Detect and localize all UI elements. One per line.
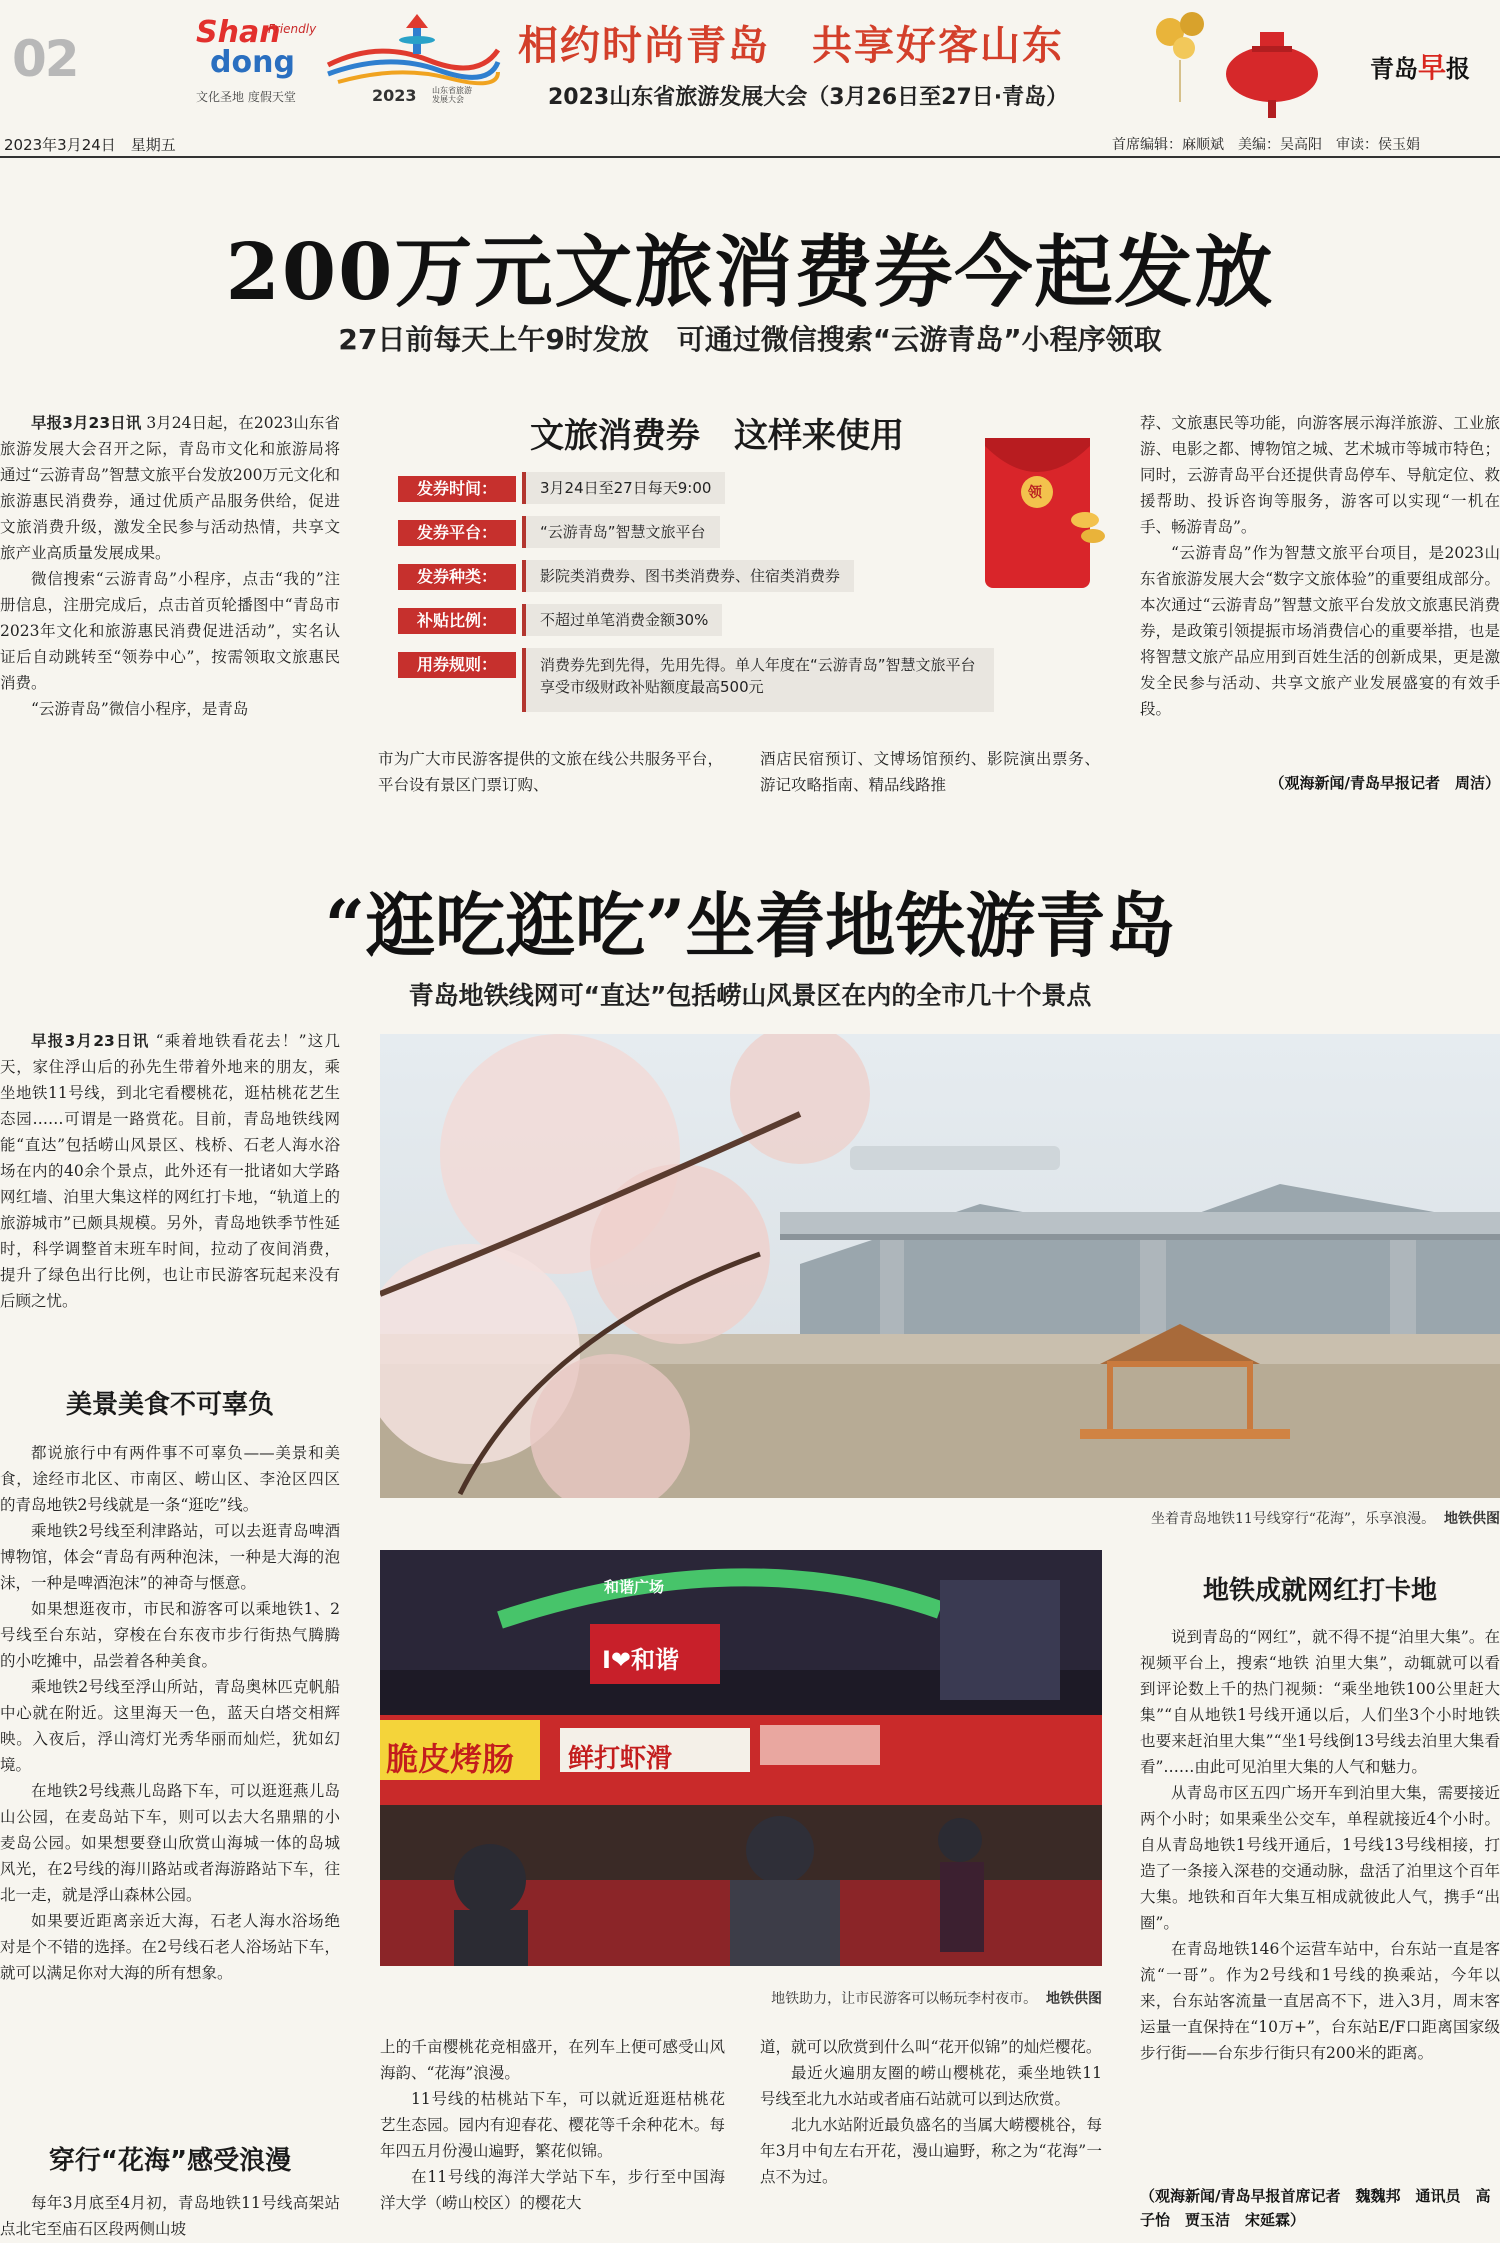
- banner-subtitle: 2023山东省旅游发展大会（3月26日至27日·青岛）: [548, 85, 1069, 110]
- article2-section1: [0, 1440, 340, 2120]
- metro-blossom-photo: [380, 1034, 1500, 1498]
- market-sign-shrimp: 鲜打虾滑: [568, 1744, 673, 1774]
- coupon-value: 不超过单笔消费金额30%: [522, 604, 722, 636]
- conference-year: 2023: [372, 86, 417, 105]
- article2-intro-text: “乘着地铁看花去！”这几天，家住浮山后的孙先生带着外地来的朋友，乘坐地铁11号线，到北宅看樱桃花，逛枯桃花艺生态园……可谓是一路赏花。目前，青岛地铁线网能“直达”包括崂山风景区、栈桥、石老人海水浴场在内的40余个景点，此外还有一批诸如大学路网红墙、泊里大集这样的网红打卡地，“轨道上的旅游城市”已颇具规模。另外，青岛地铁季节性延时，科学调整首末班车时间，拉动了夜间消费，提升了绿色出行比例，也让市民游客玩起来没有后顾之忧。: [0, 1032, 340, 1310]
- article2-credit: （观海新闻/青岛早报首席记者 魏魏邦 通讯员 高子怡 贾玉洁 宋延霖）: [1140, 2187, 1491, 2229]
- article1-p1: 3月24日起，在2023山东省旅游发展大会召开之际，青岛市文化和旅游局将通过“云游青岛”智慧文旅平台发放200万元文化和旅游惠民消费券，通过优质产品服务供给，促进文旅消费升级，激发全民参与活动热情，共享文旅产业高质量发展成果。: [0, 414, 340, 562]
- section3-p3: 在青岛地铁146个运营车站中，台东站一直是客流“一哥”。作为2号线和1号线的换乘站，今年以来，台东站客流量一直居高不下，进入3月，周末客运量一直保持在“10万+”，台东站E/F口距离国家级步行街——台东步行街只有200米的距离。: [1140, 1940, 1500, 2062]
- photo1-credit: 地铁供图: [1444, 1511, 1500, 1527]
- balloons-lantern-icon: [1140, 2, 1360, 122]
- article1-headline: 200万元文旅消费券今起发放: [225, 227, 1275, 318]
- paper-name-b: 早: [1418, 51, 1447, 84]
- section1-p1: 都说旅行中有两件事不可辜负——美景和美食，途经市北区、市南区、崂山区、李沧区四区的青岛地铁2号线就是一条“逛吃”线。: [0, 1444, 340, 1514]
- logo-slogan: 文化圣地 度假天堂: [196, 90, 296, 104]
- envelope-label: 领: [1028, 485, 1042, 501]
- section-title-food: 美景美食不可辜负: [65, 1390, 274, 1420]
- coupon-value: 3月24日至27日每天9:00: [522, 472, 725, 504]
- article1-col2-text: 市为广大市民游客提供的文旅在线公共服务平台，平台设有景区门票订购、: [378, 750, 723, 794]
- mid2-p2: 最近火遍朋友圈的崂山樱桃花，乘坐地铁11号线至北九水站或者庙石站就可以到达欣赏。: [760, 2064, 1102, 2108]
- paper-name-c: 报: [1446, 55, 1471, 83]
- coupon-tag: 补贴比例：: [398, 608, 516, 634]
- logo-friendly: Friendly: [268, 22, 317, 36]
- article1-p2: 微信搜索“云游青岛”小程序，点击“我的”注册信息，注册完成后，点击首页轮播图中“青岛市2023年文化和旅游惠民消费促进活动”，实名认证后自动跳转至“领券中心”，按需领取文旅惠民消费。: [0, 570, 340, 692]
- coupon-value: 影院类消费券、图书类消费券、住宿类消费券: [522, 560, 854, 592]
- conference-logo-icon: [318, 10, 504, 90]
- header-divider: [0, 156, 1500, 158]
- section1-p2: 乘地铁2号线至利津路站，可以去逛青岛啤酒博物馆，体会“青岛有两种泡沫，一种是大海的泡沫，一种是啤酒泡沫”的神奇与惬意。: [0, 1522, 340, 1592]
- section1-p3: 如果想逛夜市，市民和游客可以乘地铁1、2号线至台东站，穿梭在台东夜市步行街热气腾腾的小吃摊中，品尝着各种美食。: [0, 1600, 340, 1670]
- market-sign-sausage: 脆皮烤肠: [386, 1740, 515, 1778]
- article1-col4-p2: “云游青岛”作为智慧文旅平台项目，是2023山东省旅游发展大会“数字文旅体验”的重要组成部分。本次通过“云游青岛”智慧文旅平台发放文旅惠民消费券，是政策引领提振市场消费信心的重要举措，也是将智慧文旅产品应用到百姓生活的创新成果，更是激发全民参与活动、共享文旅产业发展盛宴的有效手段。: [1140, 544, 1500, 718]
- market-sign-name: 和谐广场: [604, 1578, 665, 1596]
- article2-mid-column1: [380, 2034, 725, 2243]
- section2-p1: 每年3月底至4月初，青岛地铁11号线高架站点北宅至庙石区段两侧山坡: [0, 2194, 340, 2238]
- article1-col4-p1: 荐、文旅惠民等功能，向游客展示海洋旅游、工业旅游、电影之都、博物馆之城、艺术城市等城市特色；同时，云游青岛平台还提供青岛停车、导航定位、救援帮助、投诉咨询等服务，游客可以实现“一机在手、畅游青岛”。: [1140, 414, 1500, 536]
- section1-p4: 乘地铁2号线至浮山所站，青岛奥林匹克帆船中心就在附近。这里海天一色，蓝天白塔交相辉映。入夜后，浮山湾灯光秀华丽而灿烂，犹如幻境。: [0, 1678, 340, 1774]
- article1-subhead: 27日前每天上午9时发放 可通过微信搜索“云游青岛”小程序领取: [338, 323, 1162, 356]
- section3-p2: 从青岛市区五四广场开车到泊里大集，需要接近两个小时；如果乘坐公交车，单程就接近4个小时。自从青岛地铁1号线开通后，1号线13号线相接，打造了一条接入深巷的交通动脉，盘活了泊里这个百年大集。地铁和百年大集互相成就彼此人气，携手“出圈”。: [1140, 1784, 1500, 1932]
- article2-section3: [1140, 1624, 1500, 2174]
- coupon-tag: 发券种类：: [398, 564, 516, 590]
- coupon-tag: 用券规则：: [398, 652, 516, 678]
- article2-intro: [0, 1028, 340, 1368]
- section-title-flowers: 穿行“花海”感受浪漫: [48, 2146, 292, 2176]
- mid1-p3: 在11号线的海洋大学站下车，步行至中国海洋大学（崂山校区）的樱花大: [380, 2168, 725, 2212]
- coupon-box-title: 文旅消费券 这样来使用: [530, 416, 904, 456]
- article1-column1: [0, 410, 340, 800]
- section3-p1: 说到青岛的“网红”，就不得不提“泊里大集”。在视频平台上，搜索“地铁 泊里大集”，动辄就可以看到评论数上千的热门视频：“乘坐地铁100公里赶大集”“自从地铁1号线开通以后，人们坐3个小时地铁也要来赶泊里大集”“坐1号线倒13号线去泊里大集看看”……由此可见泊里大集的人气和魅力。: [1140, 1628, 1500, 1776]
- conference-mark-text: 山东省旅游发展大会: [432, 86, 472, 104]
- logo-line2: dong: [210, 45, 295, 80]
- photo2-caption-text: 地铁助力，让市民游客可以畅玩李村夜市。: [771, 1991, 1038, 2007]
- coupon-value: 消费券先到先得，先用先得。单人年度在“云游青岛”智慧文旅平台享受市级财政补贴额度最高500元: [522, 648, 994, 712]
- article1-column3: [760, 746, 1100, 800]
- section1-p5: 在地铁2号线燕儿岛路下车，可以逛逛燕儿岛山公园，在麦岛站下车，则可以去大名鼎鼎的小麦岛公园。如果想要登山欣赏山海城一体的岛城风光，在2号线的海川路站或者海游路站下车，往北一走，就是浮山森林公园。: [0, 1782, 340, 1904]
- page-number: 02: [12, 30, 78, 88]
- newspaper-name: [1370, 46, 1470, 86]
- article1-credit: （观海新闻/青岛早报记者 周洁）: [1269, 774, 1500, 792]
- mid1-text: 上的千亩樱桃花竞相盛开，在列车上便可感受山风海韵、“花海”浪漫。: [380, 2038, 725, 2082]
- article2-lead: 早报3月23日讯: [31, 1032, 150, 1050]
- article2-subhead: 青岛地铁线网可“直达”包括崂山风景区在内的全市几十个景点: [408, 981, 1092, 1010]
- coupon-tag: 发券时间：: [398, 476, 516, 502]
- article1-column4: [1140, 410, 1500, 770]
- article2-headline: “逛吃逛吃”坐着地铁游青岛: [324, 884, 1176, 967]
- mid2-p3: 北九水站附近最负盛名的当属大崂樱桃谷，每年3月中旬左右开花，漫山遍野，称之为“花海”一点不为过。: [760, 2116, 1102, 2186]
- issue-date: 2023年3月24日 星期五: [4, 136, 176, 154]
- shandong-logo: [196, 15, 317, 118]
- photo1-caption-text: 坐着青岛地铁11号线穿行“花海”，乐享浪漫。: [1150, 1511, 1436, 1527]
- paper-name-a: 青岛: [1370, 55, 1418, 83]
- coupon-tag: 发券平台：: [398, 520, 516, 546]
- photo2-caption: [380, 1988, 1102, 2008]
- market-sign-love: I❤和谐: [602, 1646, 680, 1674]
- mid1-p2: 11号线的枯桃站下车，可以就近逛逛枯桃花艺生态园。园内有迎春花、樱花等千余种花木。每年四五月份漫山遍野，繁花似锦。: [380, 2090, 725, 2160]
- article1-column2: [378, 746, 723, 800]
- photo2-credit: 地铁供图: [1046, 1991, 1102, 2007]
- article1-lead: 早报3月23日讯: [31, 414, 142, 432]
- mid2-text: 道，就可以欣赏到什么叫“花开似锦”的灿烂樱花。: [760, 2038, 1102, 2056]
- red-envelope-icon: [975, 428, 1105, 598]
- section1-p6: 如果要近距离亲近大海，石老人海水浴场绝对是个不错的选择。在2号线石老人浴场站下车，就可以满足你对大海的所有想象。: [0, 1912, 340, 1982]
- editor-credits: 首席编辑：麻顺斌 美编：吴高阳 审读：侯玉娟: [1112, 137, 1420, 153]
- section-title-checkin: 地铁成就网红打卡地: [1202, 1576, 1437, 1606]
- article2-mid-column2: [760, 2034, 1102, 2243]
- photo1-caption: [900, 1508, 1500, 1528]
- coupon-value: “云游青岛”智慧文旅平台: [522, 516, 720, 548]
- article1-col3-text: 酒店民宿预订、文博场馆预约、影院演出票务、游记攻略指南、精品线路推: [760, 750, 1100, 794]
- article2-section2-start: [0, 2190, 340, 2243]
- banner-slogan: 相约时尚青岛 共享好客山东: [518, 22, 1064, 69]
- article1-p3: “云游青岛”微信小程序，是青岛: [31, 700, 249, 718]
- logo-line1: Shan: [196, 15, 281, 50]
